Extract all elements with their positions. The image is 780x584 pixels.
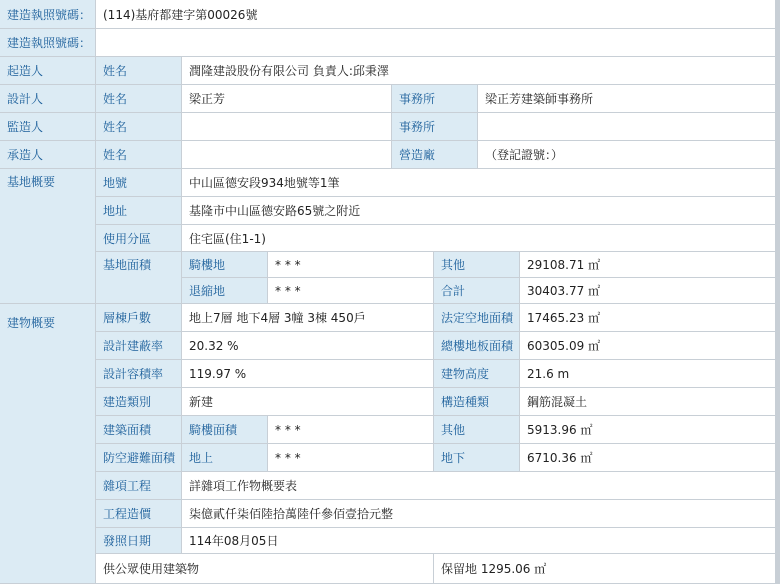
building-coverage-label: 設計建蔽率 [96,332,182,360]
site-arcade: * * * [268,252,434,278]
building-structure: 鋼筋混凝土 [520,388,776,416]
building-floors: 地上7層 地下4層 3幢 3棟 450戶 [182,304,434,332]
supervisor-label: 監造人 [0,113,96,141]
contractor-label: 承造人 [0,141,96,169]
designer-name: 梁正芳 [182,85,392,113]
building-below: 6710.36 ㎡ [520,444,776,472]
permit-number-value: (114)基府都建字第00026號 [96,0,776,29]
site-arcade-label: 騎樓地 [182,252,268,278]
building-below-label: 地下 [434,444,520,472]
permit-number-label-2: 建造執照號碼： [0,29,96,57]
building-height: 21.6 m [520,360,776,388]
contractor-firm-label: 營造廠 [392,141,478,169]
applicant-name: 潤隆建設股份有限公司 負責人:邱秉澤 [182,57,776,85]
site-address-label: 地址 [96,197,182,225]
building-date: 114年08月05日 [182,528,776,554]
building-cost: 柒億貳仟柒佰陸拾萬陸仟參佰壹拾元整 [182,500,776,528]
designer-label: 設計人 [0,85,96,113]
site-zone: 住宅區(住1-1) [182,225,776,252]
building-summary-label: 建物概要 [0,304,96,584]
contractor-name-label: 姓名 [96,141,182,169]
site-lot: 中山區德安段934地號等1筆 [182,169,776,197]
building-floors-label: 層棟戶數 [96,304,182,332]
permit-number-label: 建造執照號碼： [0,0,96,29]
building-other-label: 其他 [434,416,520,444]
public-use-building-label: 供公眾使用建築物 [96,554,434,584]
building-open-space: 17465.23 ㎡ [520,304,776,332]
building-other: 5913.96 ㎡ [520,416,776,444]
supervisor-office [478,113,776,141]
building-area-label: 建築面積 [96,416,182,444]
applicant-name-label: 姓名 [96,57,182,85]
building-misc-label: 雜項工程 [96,472,182,500]
supervisor-office-label: 事務所 [392,113,478,141]
site-zone-label: 使用分區 [96,225,182,252]
applicant-label: 起造人 [0,57,96,85]
building-type-label: 建造類別 [96,388,182,416]
contractor-firm: （登記證號：） [478,141,776,169]
building-above: * * * [268,444,434,472]
building-above-label: 地上 [182,444,268,472]
building-arcade-area: * * * [268,416,434,444]
site-setback-label: 退縮地 [182,278,268,304]
building-far: 119.97 % [182,360,434,388]
supervisor-name [182,113,392,141]
site-setback: * * * [268,278,434,304]
contractor-name [182,141,392,169]
building-structure-label: 構造種類 [434,388,520,416]
building-arcade-area-label: 騎樓面積 [182,416,268,444]
building-open-space-label: 法定空地面積 [434,304,520,332]
building-type: 新建 [182,388,434,416]
site-area-label: 基地面積 [96,252,182,304]
site-total-label: 合計 [434,278,520,304]
supervisor-name-label: 姓名 [96,113,182,141]
designer-office-label: 事務所 [392,85,478,113]
site-lot-label: 地號 [96,169,182,197]
building-misc: 詳雜項工作物概要表 [182,472,776,500]
building-shelter-label: 防空避難面積 [96,444,182,472]
site-total: 30403.77 ㎡ [520,278,776,304]
building-date-label: 發照日期 [96,528,182,554]
site-other-label: 其他 [434,252,520,278]
building-coverage: 20.32 % [182,332,434,360]
building-floor-area: 60305.09 ㎡ [520,332,776,360]
reserved-land: 保留地 1295.06 ㎡ [434,554,776,584]
building-far-label: 設計容積率 [96,360,182,388]
site-other: 29108.71 ㎡ [520,252,776,278]
site-summary-label: 基地概要 [0,169,96,304]
designer-name-label: 姓名 [96,85,182,113]
building-height-label: 建物高度 [434,360,520,388]
designer-office: 梁正芳建築師事務所 [478,85,776,113]
scrollbar-edge [776,0,780,584]
permit-number-value-2 [96,29,776,57]
building-floor-area-label: 總樓地板面積 [434,332,520,360]
building-cost-label: 工程造價 [96,500,182,528]
site-address: 基隆市中山區德安路65號之附近 [182,197,776,225]
